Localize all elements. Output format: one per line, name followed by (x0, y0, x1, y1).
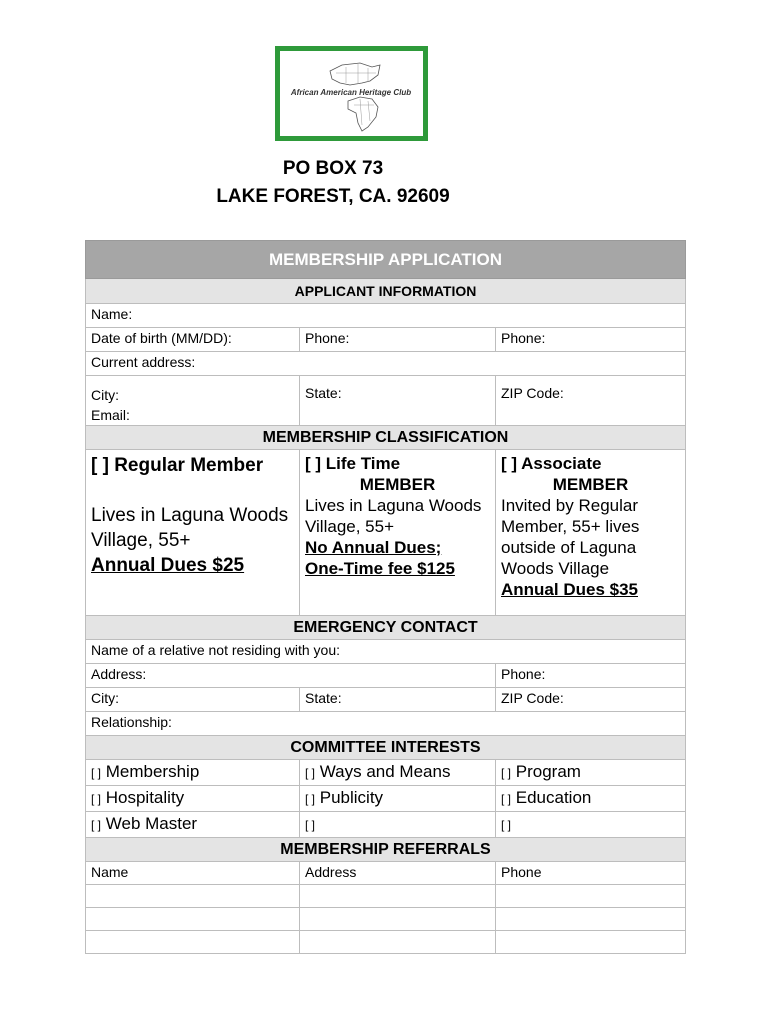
associate-member-dues: Annual Dues $35 (501, 580, 638, 599)
address-line-2: LAKE FOREST, CA. 92609 (216, 186, 450, 207)
city-label: City: (91, 387, 119, 403)
committee-ways-and-means[interactable] (299, 760, 495, 785)
emergency-city-label[interactable]: City: (91, 690, 119, 706)
applicant-heading: APPLICANT INFORMATION (85, 279, 686, 304)
referral-address-cell[interactable] (299, 931, 495, 953)
committee-hospitality[interactable] (86, 786, 299, 811)
emergency-address-row (85, 664, 686, 688)
referral-name-header: Name (91, 864, 129, 880)
checkbox[interactable]: [ ] (305, 766, 316, 780)
lifetime-member-title: [ ] Life Time (305, 454, 401, 473)
zip-label[interactable]: ZIP Code: (495, 376, 685, 425)
lifetime-member-desc-2: Village, 55+ (305, 517, 395, 536)
committee-label: Program (515, 762, 581, 781)
referral-address-cell[interactable] (299, 908, 495, 930)
checkbox[interactable]: [ ] (501, 766, 512, 780)
current-address-row[interactable] (85, 352, 686, 376)
associate-member-desc-2: Member, 55+ lives (501, 517, 640, 536)
committee-row-2 (85, 786, 686, 812)
committee-education[interactable] (495, 786, 685, 811)
map-logo-graphic (280, 51, 423, 136)
referral-row (85, 931, 686, 954)
emergency-heading: EMERGENCY CONTACT (85, 616, 686, 640)
lifetime-member-dues-2: One-Time fee $125 (305, 559, 455, 578)
regular-member-dues: Annual Dues $25 (91, 555, 245, 576)
relative-label: Name of a relative not residing with you: (91, 642, 341, 658)
checkbox[interactable]: [ ] (501, 818, 512, 832)
committee-program[interactable] (495, 760, 685, 785)
committee-label: Ways and Means (319, 762, 451, 781)
checkbox[interactable]: [ ] (305, 818, 316, 832)
logo-text: African American Heritage Club (290, 88, 412, 97)
usa-map-outline (330, 63, 380, 85)
referral-row (85, 885, 686, 908)
checkbox[interactable]: [ ] (305, 792, 316, 806)
committee-blank-1[interactable] (299, 812, 495, 837)
referral-name-cell[interactable] (86, 885, 299, 907)
form-title: MEMBERSHIP APPLICATION (85, 240, 686, 279)
committee-heading: COMMITTEE INTERESTS (85, 736, 686, 760)
referral-phone-cell[interactable] (495, 931, 685, 953)
committee-web-master[interactable] (86, 812, 299, 837)
referral-phone-cell[interactable] (495, 908, 685, 930)
emergency-address-label[interactable]: Address: (91, 666, 147, 682)
referral-phone-header: Phone (495, 862, 685, 884)
lifetime-member-desc-1: Lives in Laguna Woods (305, 496, 482, 515)
classification-row (85, 450, 686, 616)
africa-map-regions (354, 99, 374, 125)
classification-heading: MEMBERSHIP CLASSIFICATION (85, 426, 686, 450)
committee-label: Publicity (319, 788, 384, 807)
referral-name-cell[interactable] (86, 931, 299, 953)
email-label: Email: (91, 407, 130, 423)
phone-label-2[interactable]: Phone: (495, 328, 685, 351)
regular-member-desc-2: Village, 55+ (91, 530, 191, 551)
committee-publicity[interactable] (299, 786, 495, 811)
emergency-state-label[interactable]: State: (299, 688, 495, 711)
committee-row-1 (85, 760, 686, 786)
referral-address-header: Address (299, 862, 495, 884)
emergency-zip-label[interactable]: ZIP Code: (495, 688, 685, 711)
regular-member-desc-1: Lives in Laguna Woods (91, 505, 289, 526)
club-logo (275, 46, 428, 141)
city-state-zip-row (85, 376, 686, 426)
associate-member-desc-4: Woods Village (501, 559, 610, 578)
associate-member-subtitle: MEMBER (552, 475, 629, 494)
relationship-row[interactable] (85, 712, 686, 736)
address-line-1: PO BOX 73 (282, 158, 384, 179)
regular-member-option[interactable] (86, 450, 299, 615)
committee-label: Web Master (105, 814, 198, 833)
checkbox[interactable]: [ ] (91, 766, 102, 780)
name-label: Name: (91, 306, 133, 322)
name-row[interactable] (85, 304, 686, 328)
referral-address-cell[interactable] (299, 885, 495, 907)
checkbox[interactable]: [ ] (91, 818, 102, 832)
committee-row-3 (85, 812, 686, 838)
associate-member-title: [ ] Associate (501, 454, 602, 473)
regular-member-title: [ ] Regular Member (91, 455, 264, 476)
membership-form (85, 240, 686, 954)
referral-row (85, 908, 686, 931)
dob-label[interactable]: Date of birth (MM/DD): (91, 330, 232, 346)
committee-label: Hospitality (105, 788, 185, 807)
committee-label: Education (515, 788, 592, 807)
associate-member-desc-3: outside of Laguna (501, 538, 637, 557)
emergency-city-row (85, 688, 686, 712)
associate-member-desc-1: Invited by Regular (501, 496, 639, 515)
state-label[interactable]: State: (299, 376, 495, 425)
lifetime-member-subtitle: MEMBER (359, 475, 436, 494)
associate-member-option[interactable] (495, 450, 685, 615)
phone-label-1[interactable]: Phone: (299, 328, 495, 351)
lifetime-member-dues-1: No Annual Dues; (305, 538, 442, 557)
lifetime-member-option[interactable] (299, 450, 495, 615)
relative-row[interactable] (85, 640, 686, 664)
committee-membership[interactable] (86, 760, 299, 785)
referrals-header-row (85, 862, 686, 885)
dob-phone-row (85, 328, 686, 352)
relationship-label: Relationship: (91, 714, 172, 730)
checkbox[interactable]: [ ] (91, 792, 102, 806)
referral-phone-cell[interactable] (495, 885, 685, 907)
emergency-phone-label[interactable]: Phone: (495, 664, 685, 687)
city-email-cell[interactable] (86, 376, 299, 425)
committee-label: Membership (105, 762, 200, 781)
committee-blank-2[interactable] (495, 812, 685, 837)
checkbox[interactable]: [ ] (501, 792, 512, 806)
africa-map-outline (348, 97, 378, 131)
referrals-heading: MEMBERSHIP REFERRALS (85, 838, 686, 862)
current-address-label: Current address: (91, 354, 196, 370)
referral-name-cell[interactable] (86, 908, 299, 930)
